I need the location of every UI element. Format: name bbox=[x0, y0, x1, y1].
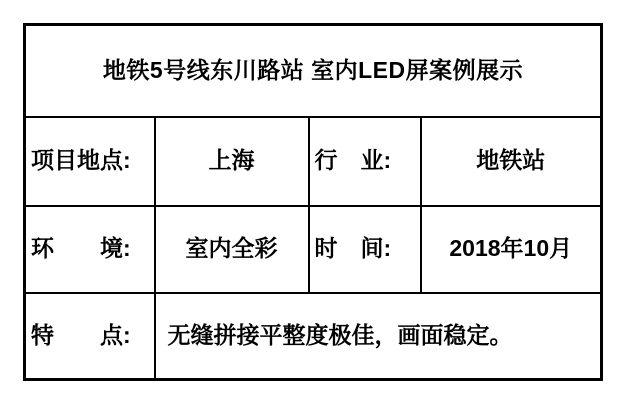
title-row bbox=[25, 25, 602, 117]
features-value: 无缝拼接平整度极佳，画面稳定。 bbox=[155, 293, 602, 380]
table-row bbox=[25, 206, 602, 293]
project-location-label: 项目地点: bbox=[25, 117, 155, 206]
time-label: 时 间: bbox=[309, 206, 421, 293]
table-title: 地铁5号线东川路站 室内LED屏案例展示 bbox=[25, 25, 602, 117]
environment-label: 环 境: bbox=[25, 206, 155, 293]
time-value: 2018年10月 bbox=[421, 206, 602, 293]
features-label: 特 点: bbox=[25, 293, 155, 380]
table-row bbox=[25, 117, 602, 206]
table-row bbox=[25, 293, 602, 380]
project-location-value: 上海 bbox=[155, 117, 309, 206]
case-info-table bbox=[23, 23, 603, 381]
environment-value: 室内全彩 bbox=[155, 206, 309, 293]
industry-value: 地铁站 bbox=[421, 117, 602, 206]
industry-label: 行 业: bbox=[309, 117, 421, 206]
